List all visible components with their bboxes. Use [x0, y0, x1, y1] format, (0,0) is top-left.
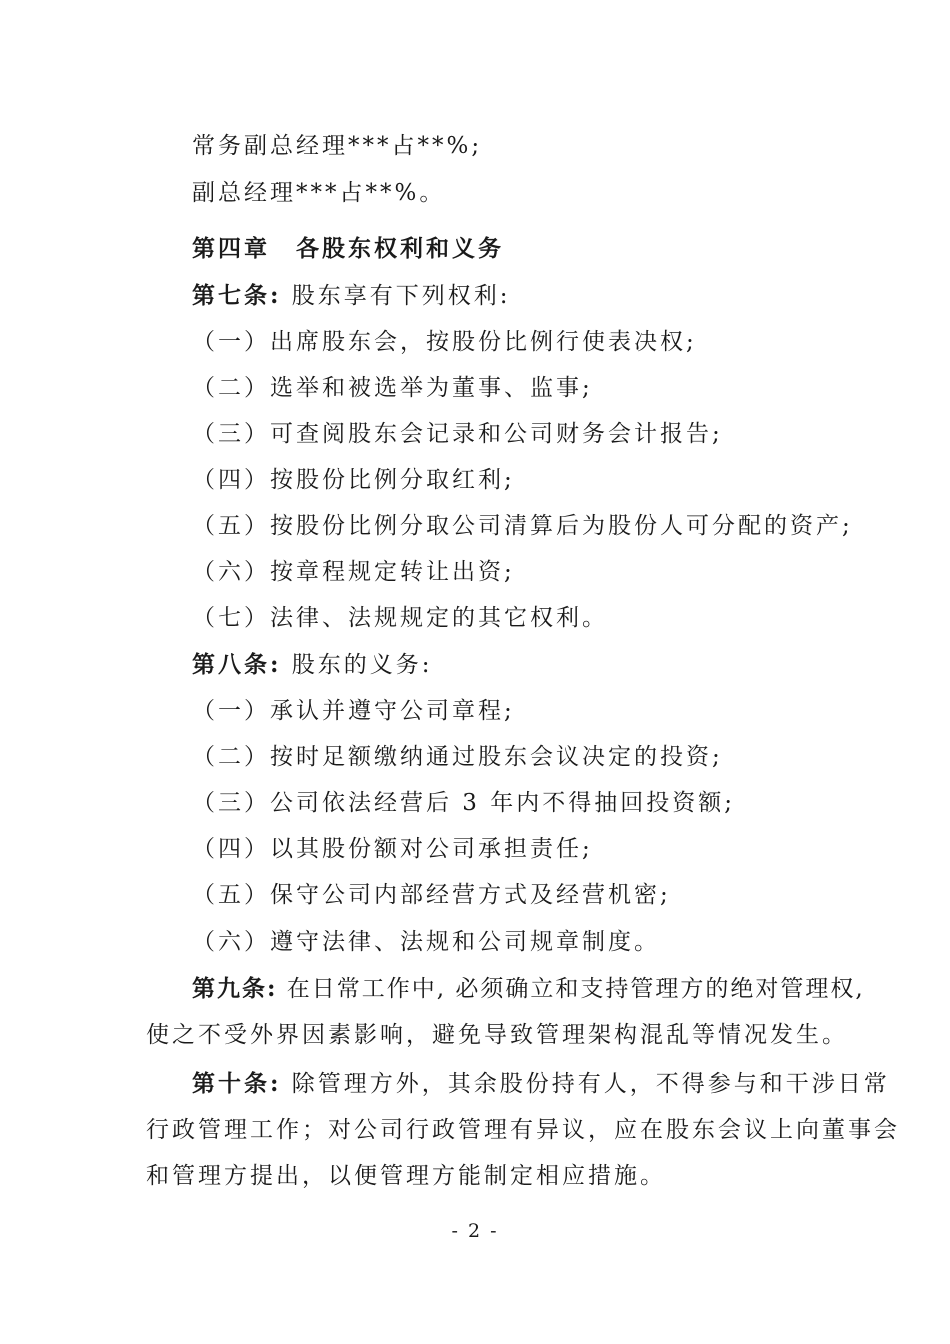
text-line: 常务副总经理***占**%;	[192, 133, 483, 159]
article-10-paragraph: 第十条: 除管理方外，其余股份持有人，不得参与和干涉日常	[192, 1070, 890, 1097]
paragraph-line: 行政管理工作；对公司行政管理有异议，应在股东会议上向董事会	[146, 1117, 900, 1143]
list-item: （二）选举和被选举为董事、监事;	[192, 375, 593, 401]
page-number: - 2 -	[451, 1220, 499, 1242]
list-item: （二）按时足额缴纳通过股东会议决定的投资;	[192, 744, 723, 770]
paragraph-line: 使之不受外界因素影响，避免导致管理架构混乱等情况发生。	[146, 1022, 848, 1048]
list-item: （四）按股份比例分取红利;	[192, 467, 515, 493]
list-item: （六）按章程规定转让出资;	[192, 559, 515, 585]
list-item: （三）公司依法经营后 3 年内不得抽回投资额;	[192, 790, 736, 816]
list-item: （五）按股份比例分取公司清算后为股份人可分配的资产;	[192, 513, 853, 539]
list-item: （六）遵守法律、法规和公司规章制度。	[192, 929, 660, 955]
text-line: 副总经理***占**%。	[192, 180, 446, 206]
article-7-title: 第七条: 股东享有下列权利:	[192, 282, 511, 309]
list-item: （四）以其股份额对公司承担责任;	[192, 836, 593, 862]
list-item: （一）出席股东会，按股份比例行使表决权;	[192, 329, 697, 355]
article-9-paragraph: 第九条: 在日常工作中, 必须确立和支持管理方的绝对管理权,	[192, 975, 865, 1002]
list-item: （三）可查阅股东会记录和公司财务会计报告;	[192, 421, 723, 447]
paragraph-line: 和管理方提出，以便管理方能制定相应措施。	[146, 1163, 666, 1189]
list-item: （五）保守公司内部经营方式及经营机密;	[192, 882, 671, 908]
chapter-heading: 第四章 各股东权利和义务	[192, 235, 504, 262]
list-item: （一）承认并遵守公司章程;	[192, 698, 515, 724]
article-8-title: 第八条: 股东的义务:	[192, 651, 433, 678]
list-item: （七）法律、法规规定的其它权利。	[192, 605, 608, 631]
